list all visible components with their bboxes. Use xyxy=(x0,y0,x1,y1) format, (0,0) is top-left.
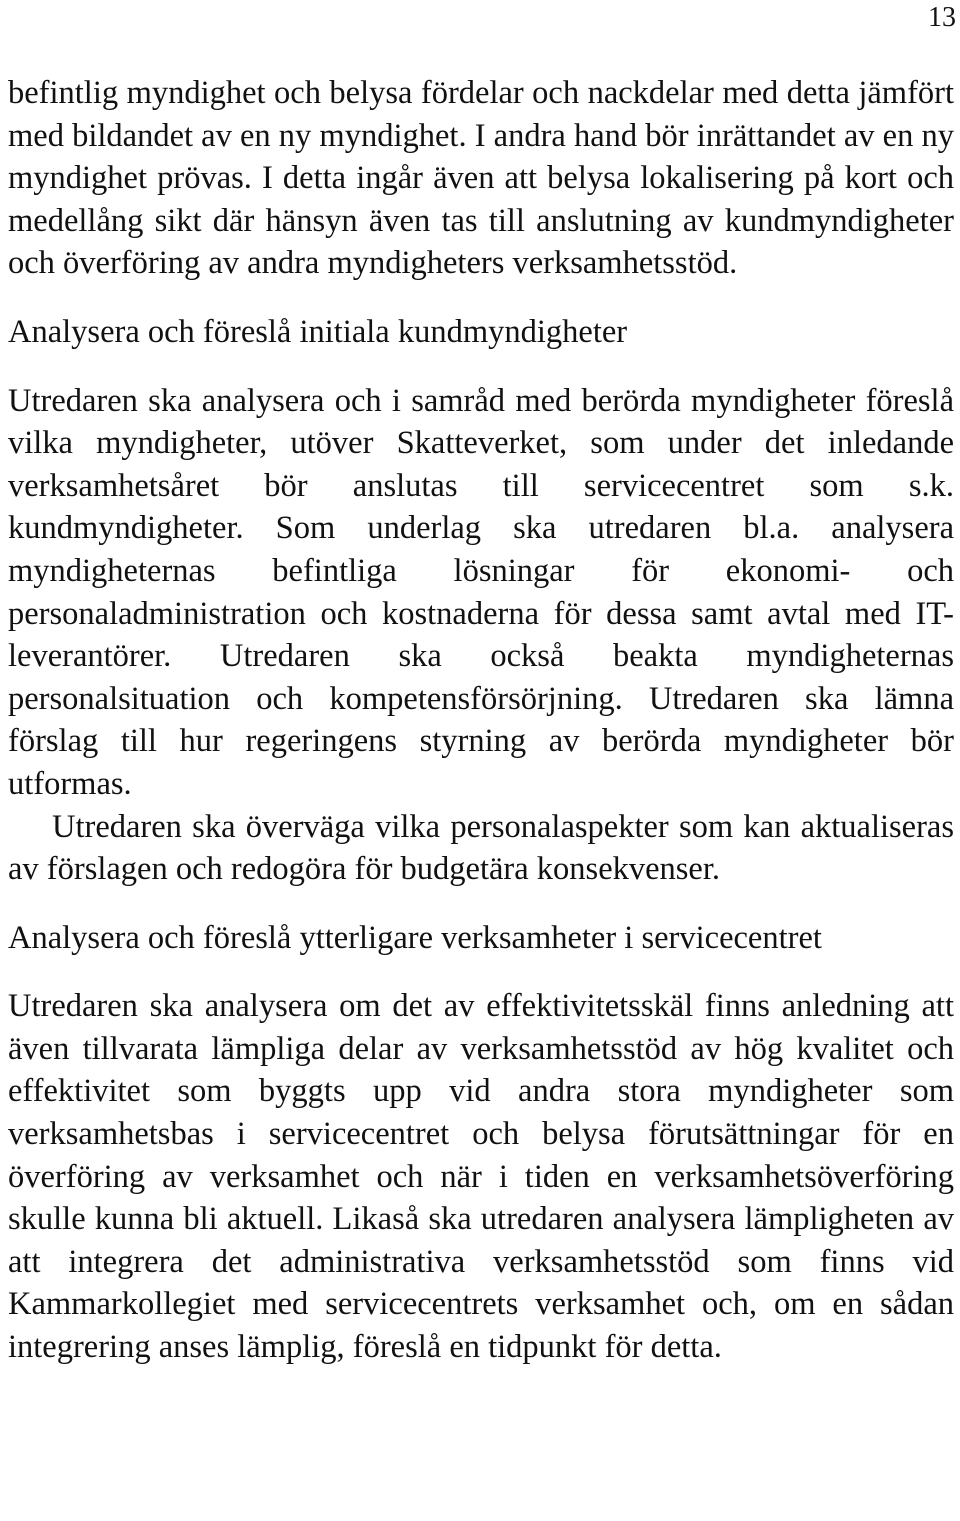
page-number: 13 xyxy=(928,2,956,33)
section-heading-additional-operations: Analysera och föreslå ytterligare verksamheter i servicecentret xyxy=(8,919,822,956)
section2-paragraph-1: Utredaren ska analysera om det av effektivitetsskäl finns anledning att även tillvarata lämpliga delar av verksamhetsstöd av hög kvalitet och effektivitet som byggts upp vid andra stora myndigheter som verksamhetsbas i servicecentret och belysa förutsättningar för en överföring av verksamhet och när i tiden en verksamhetsöverföring skulle kunna bli aktuell. Likaså ska utredaren analysera lämpligheten av att integrera det administrativa verksamhetsstöd som finns vid Kammarkollegiet med servicecentrets verksamhet och, om en sådan integrering anses lämplig, föreslå en tidpunkt för detta. xyxy=(8,988,954,1366)
page-content xyxy=(8,72,954,1369)
section-heading-initial-customer-agencies: Analysera och föreslå initiala kundmyndigheter xyxy=(8,313,628,350)
intro-paragraph: befintlig myndighet och belysa fördelar och nackdelar med detta jämfört med bildandet av en ny myndighet. I andra hand bör inrättandet av en ny myndighet prövas. I detta ingår även att belysa lokalisering på kort och medellång sikt där hänsyn även tas till anslutning av kundmyndigheter och överföring av andra myndigheters verksamhetsstöd. xyxy=(8,75,954,282)
section1-paragraph-2: Utredaren ska överväga vilka personalaspekter som kan aktualiseras av förslagen och redogöra för budgetära konsekvenser. xyxy=(8,808,954,888)
section1-paragraph-1: Utredaren ska analysera och i samråd med berörda myndigheter föreslå vilka myndigheter, utöver Skatteverket, som under det inledande verksamhetsåret bör anslutas till servicecentret som s.k. kundmyndigheter. Som underlag ska utredaren bl.a. analysera myndigheternas befintliga lösningar för ekonomi- och personaladministration och kostnaderna för dessa samt avtal med IT-leverantörer. Utredaren ska också beakta myndigheternas personalsituation och kompetensförsörjning. Utredaren ska lämna förslag till hur regeringens styrning av berörda myndigheter bör utformas. xyxy=(8,382,954,802)
